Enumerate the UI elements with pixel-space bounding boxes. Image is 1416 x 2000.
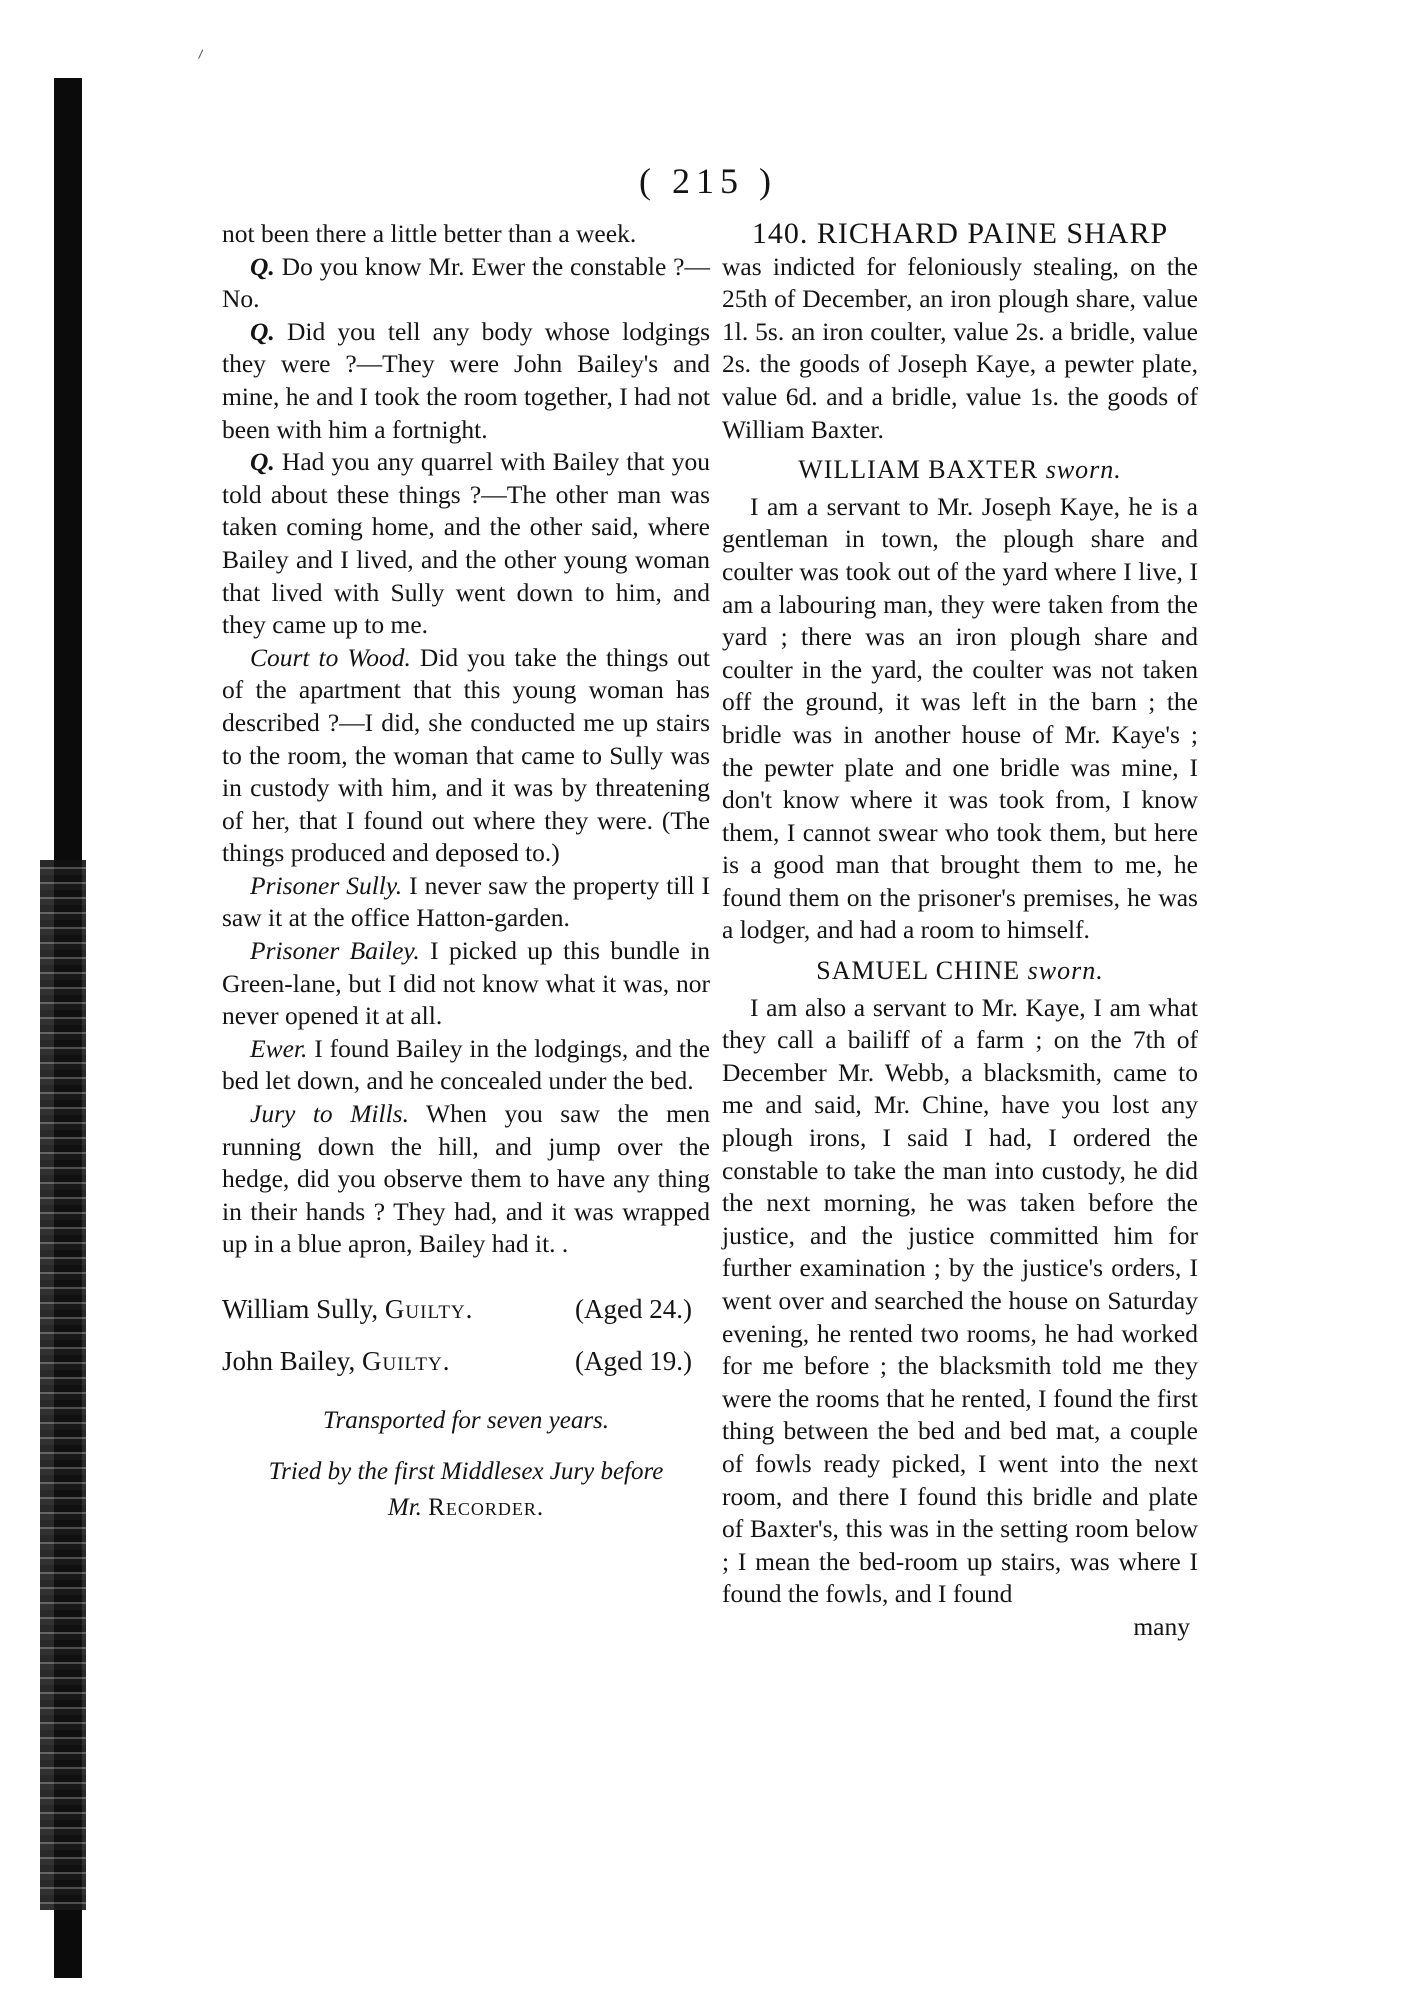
speaker-label: Prisoner Sully. [250,870,403,900]
paragraph [222,218,710,251]
testimony-paragraph [222,1098,710,1261]
question-marker: Q. [250,251,275,281]
paragraph-text: Had you any quarrel with Bailey that you told about these things ?—The other man was taken coming home, and the other said, where Bailey and I lived, and the other young woman that lived with Sully went down to him, and they came up to me. [222,447,710,640]
paragraph-text: Did you take the things out of the apartment that this young woman has described ?—I did, she conducted me up stairs to the room, the woman that came to Sully was in custody with him, and it was by threatening of her, that I found out where they were. (The things produced and deposed to.) [222,642,710,868]
speaker-label: Ewer. [250,1033,308,1063]
witness-heading: WILLIAM BAXTER sworn. [798,455,1122,485]
testimony-paragraph [222,870,710,935]
paragraph-text: Did you tell any body whose lodgings they were ?—They were John Bailey's and mine, he and I took the room together, I had not been with him a fortnight. [222,316,710,444]
verdict-defendant: John Bailey, Guilty. [222,1346,451,1376]
left-column [222,218,710,1526]
catchword: many [1133,1611,1190,1641]
paragraph-text: Do you know Mr. Ewer the constable ?—No. [222,251,710,314]
verdict-age: (Aged 19.) [575,1346,692,1376]
question-paragraph [222,251,710,316]
testimony-paragraph [222,935,710,1033]
indictment: was indicted for feloniously stealing, on the 25th of December, an iron plough share, value 1l. 5s. an iron coulter, value 2s. a bridle, value 2s. the goods of Joseph Kaye, a pewter plate, value 6d. and a bridle, value 1s. the goods of William Baxter. [722,251,1198,444]
paragraph-text: not been there a little better than a week. [222,219,637,248]
right-column [722,218,1198,1644]
binding-shadow [40,860,86,1910]
verdict-line [222,1283,710,1335]
testimony-paragraph [222,1033,710,1098]
paragraph-text: When you saw the men running down the hill, and jump over the hedge, did you observe them to have any thing in their hands ? They had, and it was wrapped up in a blue apron, Bailey had it. . [222,1099,710,1259]
speaker-label: Jury to Mills. [250,1099,409,1129]
witness-testimony: I am a servant to Mr. Joseph Kaye, he is a gentleman in town, the plough share and coulter was took out of the yard where I live, I am a labouring man, they were taken from the yard ; there was an iron plough share and coulter in the yard, the coulter was not taken off the ground, it was left in the barn ; the bridle was in another house of Mr. Kaye's ; the pewter plate and one bridle was mine, I don't know where it was took from, I know them, I cannot swear who took them, but here is a good man that brought them to me, he found them on the prisoner's premises, he was a lodger, and had a room to himself. [722,491,1198,945]
paper-mark [198,49,207,60]
witness-heading: SAMUEL CHINE sworn. [816,956,1104,986]
paragraph-text: I picked up this bundle in Green-lane, but I did not know what it was, nor never opened it at all. [222,936,711,1031]
testimony-paragraph [222,642,710,870]
question-paragraph [222,446,710,642]
verdict-line [222,1335,710,1387]
tried-before: Tried by the first Middlesex Jury before Mr. Recorder. [268,1457,664,1521]
page-number: ( 215 ) [639,161,777,201]
question-marker: Q. [250,447,275,477]
case-heading: 140. RICHARD PAINE SHARP [751,217,1169,250]
question-paragraph [222,316,710,446]
sentence: Transported for seven years. [322,1407,610,1434]
paragraph-text: I found Bailey in the lodgings, and the bed let down, and he concealed under the bed. [222,1033,710,1096]
verdict-defendant: William Sully, Guilty. [222,1294,474,1324]
verdict-age: (Aged 24.) [575,1294,692,1324]
speaker-label: Prisoner Bailey. [250,936,420,966]
witness-testimony: I am also a servant to Mr. Kaye, I am what they call a bailiff of a farm ; on the 7th of December Mr. Webb, a blacksmith, came to me and said, Mr. Chine, have you lost any plough irons, I said I had, I ordered the constable to take the man into custody, he did the next morning, he was taken before the justice, and the justice committed him for further examination ; by the justice's orders, I went over and searched the house on Saturday evening, he rented two rooms, he had worked for me before ; the blacksmith told me they were the rooms that he rented, I found the first thing between the bed and bed mat, a couple of fowls ready picked, I went into the next room, and there I found this bridle and plate of Baxter's, this was in the setting room below ; I mean the bed-room up stairs, was where I found the fowls, and I found [722,992,1198,1609]
speaker-label: Court to Wood. [250,642,411,672]
paragraph-text: I never saw the property till I saw it at the office Hatton-garden. [222,870,710,933]
question-marker: Q. [250,316,275,346]
